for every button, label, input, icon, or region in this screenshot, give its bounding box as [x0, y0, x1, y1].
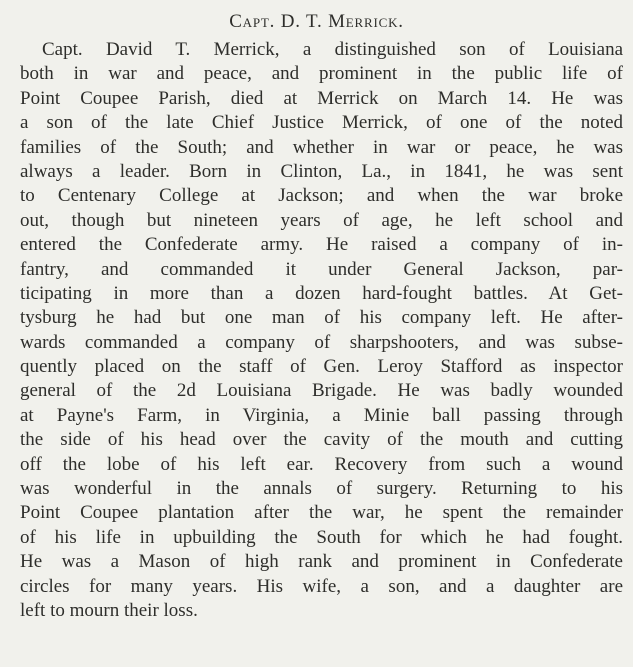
text-line: Point Coupee Parish, died at Merrick on March 14. He was [20, 87, 623, 109]
text-line: circles for many years. His wife, a son, and a daughter are [20, 575, 623, 597]
text-line: Capt. David T. Merrick, a distinguished son of Louisiana [42, 39, 623, 60]
text-line: always a leader. Born in Clinton, La., in 1841, he was sent [20, 160, 623, 182]
text-line: both in war and peace, and prominent in the public life of [20, 63, 623, 85]
text-line: wards commanded a company of sharpshooters, and was subse- [20, 331, 623, 353]
text-line: the side of his head over the cavity of the mouth and cutting [20, 429, 623, 451]
text-line: tysburg he had but one man of his company left. He after- [20, 307, 623, 329]
text-line: fantry, and commanded it under General Jackson, par- [20, 258, 623, 280]
text-line: out, though but nineteen years of age, he left school and [20, 209, 623, 231]
text-line: He was a Mason of high rank and prominent in Confederate [20, 551, 623, 573]
text-line: to Centenary College at Jackson; and when the war broke [20, 185, 623, 207]
text-line: families of the South; and whether in war or peace, he was [20, 136, 623, 158]
text-line: Point Coupee plantation after the war, he spent the remainder [20, 502, 623, 524]
text-line: left to mourn their loss. [20, 599, 198, 621]
text-line: was wonderful in the annals of surgery. Returning to his [20, 478, 623, 500]
text-line: general of the 2d Louisiana Brigade. He was badly wounded [20, 380, 623, 402]
article-body [20, 38, 623, 623]
text-line: off the lobe of his left ear. Recovery from such a wound [20, 453, 623, 475]
text-line: at Payne's Farm, in Virginia, a Minie ball passing through [20, 404, 623, 426]
text-line: entered the Confederate army. He raised a company of in- [20, 234, 623, 256]
text-line: ticipating in more than a dozen hard-fought battles. At Get- [20, 282, 623, 304]
text-line: a son of the late Chief Justice Merrick, of one of the noted [20, 112, 623, 134]
text-line: of his life in upbuilding the South for which he had fought. [20, 526, 623, 548]
text-line: quently placed on the staff of Gen. Leroy Stafford as inspector [20, 356, 623, 378]
article-title: Capt. D. T. Merrick. [229, 11, 404, 32]
